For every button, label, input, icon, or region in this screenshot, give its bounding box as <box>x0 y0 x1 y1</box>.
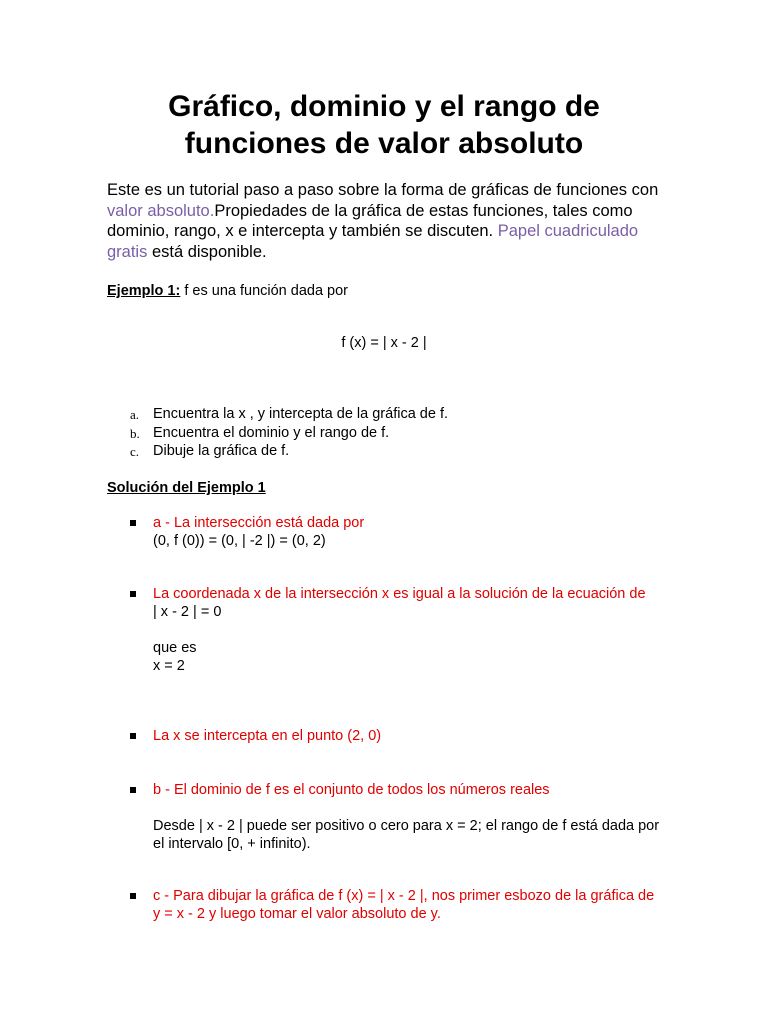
solution-heading: Solución del Ejemplo 1 <box>107 480 266 496</box>
bullet-4-text: Desde | x - 2 | puede ser positivo o cero para x = 2; el rango de f está dada por el intervalo [0, + infinito). <box>153 818 660 852</box>
bullet-2-que-es: que es <box>153 640 197 656</box>
bullet-2 <box>153 585 663 675</box>
example-1-label: Ejemplo 1: <box>107 283 181 299</box>
bullet-3-highlight: La x se intercepta en el punto (2, 0) <box>153 728 382 744</box>
bullet-4-highlight: b - El dominio de f es el conjunto de todos los números reales <box>153 782 550 798</box>
bullet-marker <box>130 591 136 597</box>
task-text: Encuentra la x , y intercepta de la gráfica de f. <box>153 406 448 422</box>
title-line-2: funciones de valor absoluto <box>184 127 584 160</box>
bullet-3 <box>153 727 663 745</box>
task-text: Dibuje la gráfica de f. <box>153 443 290 459</box>
papel-cuadriculado-link[interactable]: Papel cuadriculado gratis <box>107 222 639 261</box>
bullet-5 <box>153 887 663 923</box>
bullet-2-highlight: La coordenada x de la intersección x es igual a la solución de la ecuación de <box>153 586 646 602</box>
bullet-4 <box>153 781 663 853</box>
intro-text-3: está disponible. <box>147 242 267 261</box>
bullet-1 <box>153 514 663 550</box>
bullet-marker <box>130 733 136 739</box>
bullet-marker <box>130 787 136 793</box>
bullet-2-result: x = 2 <box>153 658 185 674</box>
title-line-1: Gráfico, dominio y el rango de <box>168 90 600 123</box>
task-item-b <box>130 424 448 443</box>
task-marker: b. <box>130 425 140 441</box>
function-formula: f (x) = | x - 2 | <box>341 335 427 351</box>
bullet-1-highlight: a - La intersección está dada por <box>153 515 365 531</box>
bullet-1-line: (0, f (0)) = (0, | -2 |) = (0, 2) <box>153 533 326 549</box>
bullet-marker <box>130 893 136 899</box>
valor-absoluto-link[interactable]: valor absoluto. <box>107 201 215 220</box>
intro-paragraph <box>107 180 667 262</box>
task-marker: c. <box>130 444 140 459</box>
bullet-2-equation: | x - 2 | = 0 <box>153 604 222 620</box>
bullet-5-highlight: c - Para dibujar la gráfica de f (x) = | x - 2 |, nos primer esbozo de la gráfica de y = x - 2 y luego tomar el valor absoluto de y. <box>153 888 655 922</box>
task-item-a <box>130 405 448 424</box>
task-item-c <box>130 442 448 461</box>
example-1-statement <box>107 282 348 300</box>
example-1-text: f es una función dada por <box>180 283 349 299</box>
page-title <box>0 88 768 162</box>
intro-text-2: Propiedades de la gráfica de estas funciones, tales como dominio, rango, x e intercepta y también se discuten. <box>107 201 633 240</box>
task-marker: a. <box>130 407 140 422</box>
task-text: Encuentra el dominio y el rango de f. <box>153 424 390 441</box>
bullet-marker <box>130 520 136 526</box>
intro-text-1: Este es un tutorial paso a paso sobre la forma de gráficas de funciones con <box>107 181 659 199</box>
task-list <box>130 405 448 461</box>
